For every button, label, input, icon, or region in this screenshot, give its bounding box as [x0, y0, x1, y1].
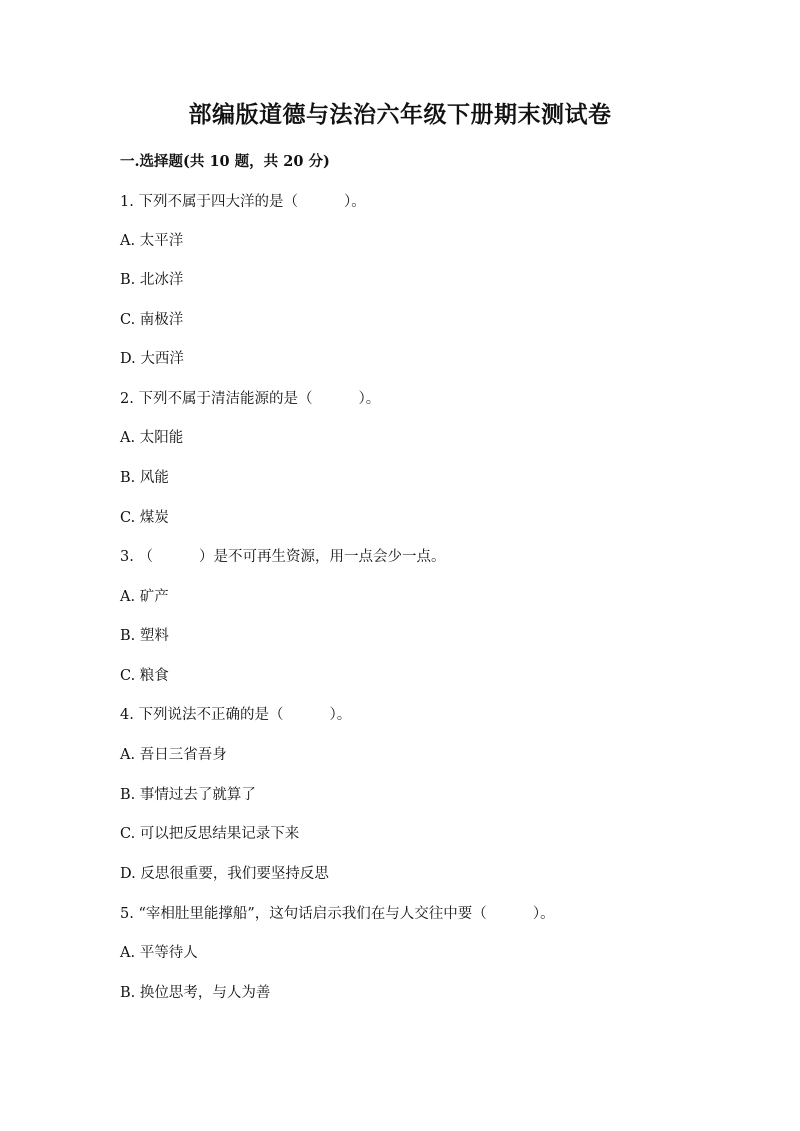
answer-option: A. 太阳能: [120, 430, 184, 446]
answer-option: A. 太平洋: [120, 233, 184, 249]
answer-option: B. 风能: [120, 470, 169, 486]
answer-option: B. 塑料: [120, 628, 169, 644]
answer-option: A. 平等待人: [120, 945, 198, 961]
answer-option: A. 吾日三省吾身: [120, 747, 227, 763]
question-stem: 4. 下列说法不正确的是（ ）。: [120, 707, 352, 723]
answer-option: C. 可以把反思结果记录下来: [120, 826, 300, 842]
answer-option: C. 南极洋: [120, 312, 184, 328]
answer-option: B. 换位思考，与人为善: [120, 985, 271, 1001]
section-heading: 一.选择题(共 10 题，共 20 分): [120, 153, 330, 170]
answer-option: B. 北冰洋: [120, 272, 184, 288]
answer-option: C. 粮食: [120, 668, 169, 684]
question-stem: 2. 下列不属于清洁能源的是（ ）。: [120, 391, 381, 407]
answer-option: B. 事情过去了就算了: [120, 787, 256, 803]
question-stem: 1. 下列不属于四大洋的是（ ）。: [120, 194, 366, 210]
answer-option: C. 煤炭: [120, 510, 169, 526]
answer-option: A. 矿产: [120, 589, 169, 605]
answer-option: D. 反思很重要，我们要坚持反思: [120, 866, 329, 882]
answer-option: D. 大西洋: [120, 351, 184, 367]
question-stem: 5. “宰相肚里能撑船”，这句话启示我们在与人交往中要（ ）。: [120, 906, 555, 922]
question-stem: 3. （ ）是不可再生资源，用一点会少一点。: [120, 549, 446, 565]
page-title: 部编版道德与法治六年级下册期末测试卷: [188, 101, 612, 128]
